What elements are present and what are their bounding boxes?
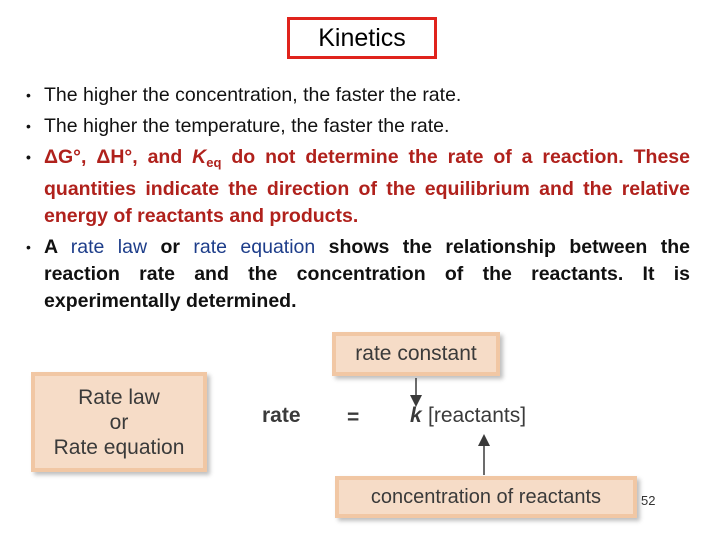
bullet-text: The higher the concentration, the faster the rate. bbox=[44, 84, 462, 106]
bullet-dot: • bbox=[26, 118, 31, 134]
rate-equation-term: rate equation bbox=[193, 236, 316, 258]
bullet-text: A bbox=[44, 236, 71, 258]
k-symbol: k bbox=[410, 404, 422, 427]
rate-law-term: rate law bbox=[70, 236, 148, 258]
separator-text: , and bbox=[132, 146, 193, 168]
delta-g-text: ΔG° bbox=[44, 146, 81, 168]
equals-sign: = bbox=[347, 406, 360, 429]
rate-equation-label: Rate equation bbox=[53, 435, 185, 459]
bullet-text: or bbox=[147, 236, 194, 258]
or-label: or bbox=[109, 410, 129, 434]
bullet-dot: • bbox=[26, 239, 31, 255]
page-number: 52 bbox=[641, 493, 656, 508]
rate-law-label: Rate law bbox=[78, 385, 160, 409]
keq-symbol: K bbox=[192, 146, 207, 168]
keq-subscript: eq bbox=[206, 155, 222, 170]
concentration-label: concentration of reactants bbox=[370, 485, 602, 508]
slide-title-text: Kinetics bbox=[318, 23, 406, 52]
bullet-text: The higher the temperature, the faster the rate. bbox=[44, 115, 450, 137]
bullet-dot: • bbox=[26, 87, 31, 103]
rate-constant-label: rate constant bbox=[355, 342, 477, 365]
bullet-text: shows the relationship between the reaction rate and the concentration of the reactants. It is experimentally determined. bbox=[44, 236, 691, 312]
rate-term: rate bbox=[262, 404, 301, 427]
bullet-dot: • bbox=[26, 149, 31, 165]
bullet-text: do not determine the rate of a reaction. These quantities indicate the direction of the equilibrium and the relative energy of reactants and products. bbox=[44, 146, 690, 227]
delta-h-text: ΔH° bbox=[96, 146, 133, 168]
separator-text: , bbox=[80, 146, 97, 168]
reactants-term: [reactants] bbox=[428, 404, 527, 427]
